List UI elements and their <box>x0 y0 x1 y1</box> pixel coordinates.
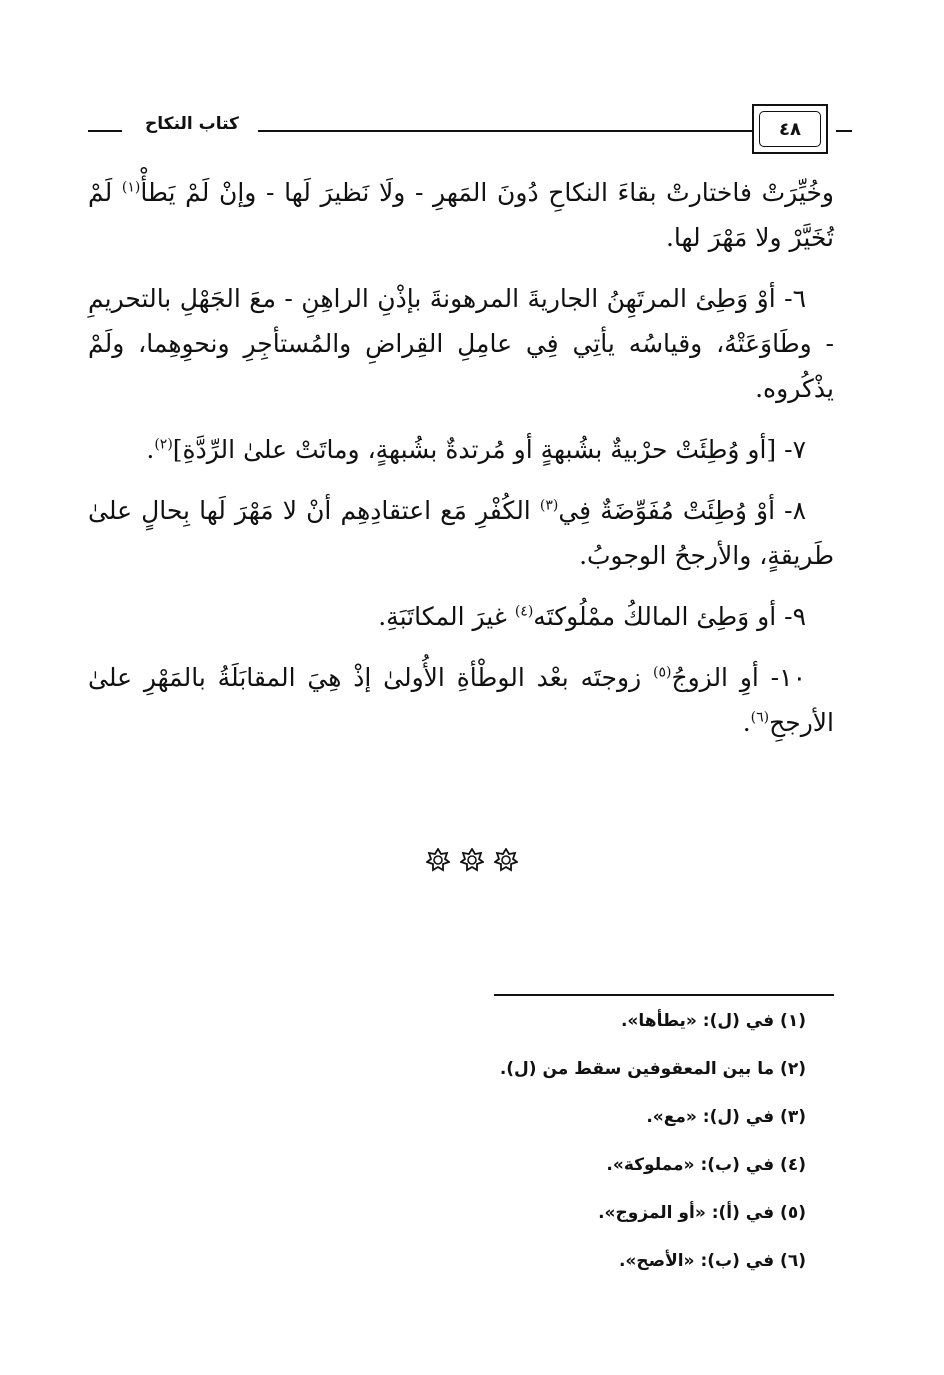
paragraph: ٦- أوْ وَطِئ المرتَهِنُ الجاريةَ المرهونةَ بإذْنِ الراهِنِ - معَ الجَهْلِ بالتحريمِ - وطَاوَعَتْهُ، وقياسُه يأتِي فِي عامِلِ القِراضِ والمُستأجِرِ ونحوِهِما، ولَمْ يذْكُروه. <box>88 284 834 403</box>
footnote-ref: (٥) <box>652 664 672 681</box>
paragraph: ١٠- أوِ الزوجُ$^{(٥)}$ زوجتَه بعْد الوطْأةِ الأُولىٰ إذْ هِيَ المقابَلَةُ بالمَهْرِ علىٰ الأرجحِ$^{(٦)}$. <box>88 663 834 737</box>
footnote: (٤) في (ب): «مملوكة». <box>606 1155 806 1175</box>
page-number-frame <box>752 104 828 154</box>
page-header <box>88 104 838 156</box>
paragraph: وخُيِّرَتْ فاختارتْ بقاءَ النكاحِ دُونَ المَهرِ - ولَا نَظيرَ لَها - وإنْ لَمْ يَطأْ$^{(١)}$ لَمْ تُخَيَّرْ ولا مَهْرَ لها. <box>88 178 835 252</box>
footnote-separator <box>494 994 834 996</box>
footnote: (١) في (ل): «يطأها». <box>620 1011 806 1031</box>
footnote: (٢) ما بين المعقوفين سقط من (ل). <box>499 1059 806 1079</box>
footnote-ref: (٦) <box>750 709 770 726</box>
header-rule <box>258 130 798 132</box>
footnote: (٦) في (ب): «الأصح». <box>618 1251 806 1271</box>
page-number: ٤٨ <box>759 111 821 147</box>
header-rule-right <box>836 130 852 132</box>
footnote: (٥) في (أ): «أو المزوج». <box>598 1203 806 1223</box>
running-title: كتاب النكاح <box>132 114 252 134</box>
star-ornament-icon <box>494 848 518 872</box>
footnote-ref: (٤) <box>514 603 534 620</box>
main-text <box>88 170 834 761</box>
footnotes <box>300 1010 806 1298</box>
footnote-ref: (٢) <box>154 436 173 453</box>
footnote: (٣) في (ل): «مع». <box>646 1107 806 1127</box>
paragraph: ٧- [أو وُطِئَتْ حرْبيةٌ بشُبهةٍ أو مُرتدةٌ بشُبهةٍ، وماتَتْ علىٰ الرِّدَّةِ]$^{(٢)}$. <box>146 435 806 464</box>
paragraph: ٨- أوْ وُطِئَتْ مُفَوِّضَةٌ فِي$^{(٣)}$ الكُفْرِ مَع اعتقادِهِم أنْ لا مَهْرَ لَها بِحالٍ علىٰ طَريقةٍ، والأرجحُ الوجوبُ. <box>88 496 834 570</box>
footnote-ref: (١) <box>121 179 141 196</box>
star-ornament-icon <box>426 848 450 872</box>
section-ornament <box>0 848 944 872</box>
star-ornament-icon <box>460 848 484 872</box>
paragraph: ٩- أو وَطِئ المالكُ ممْلُوكتَه$^{(٤)}$ غيرَ المكاتَبَةِ. <box>378 602 806 631</box>
header-rule-left <box>88 130 122 132</box>
footnote-ref: (٣) <box>539 497 559 514</box>
